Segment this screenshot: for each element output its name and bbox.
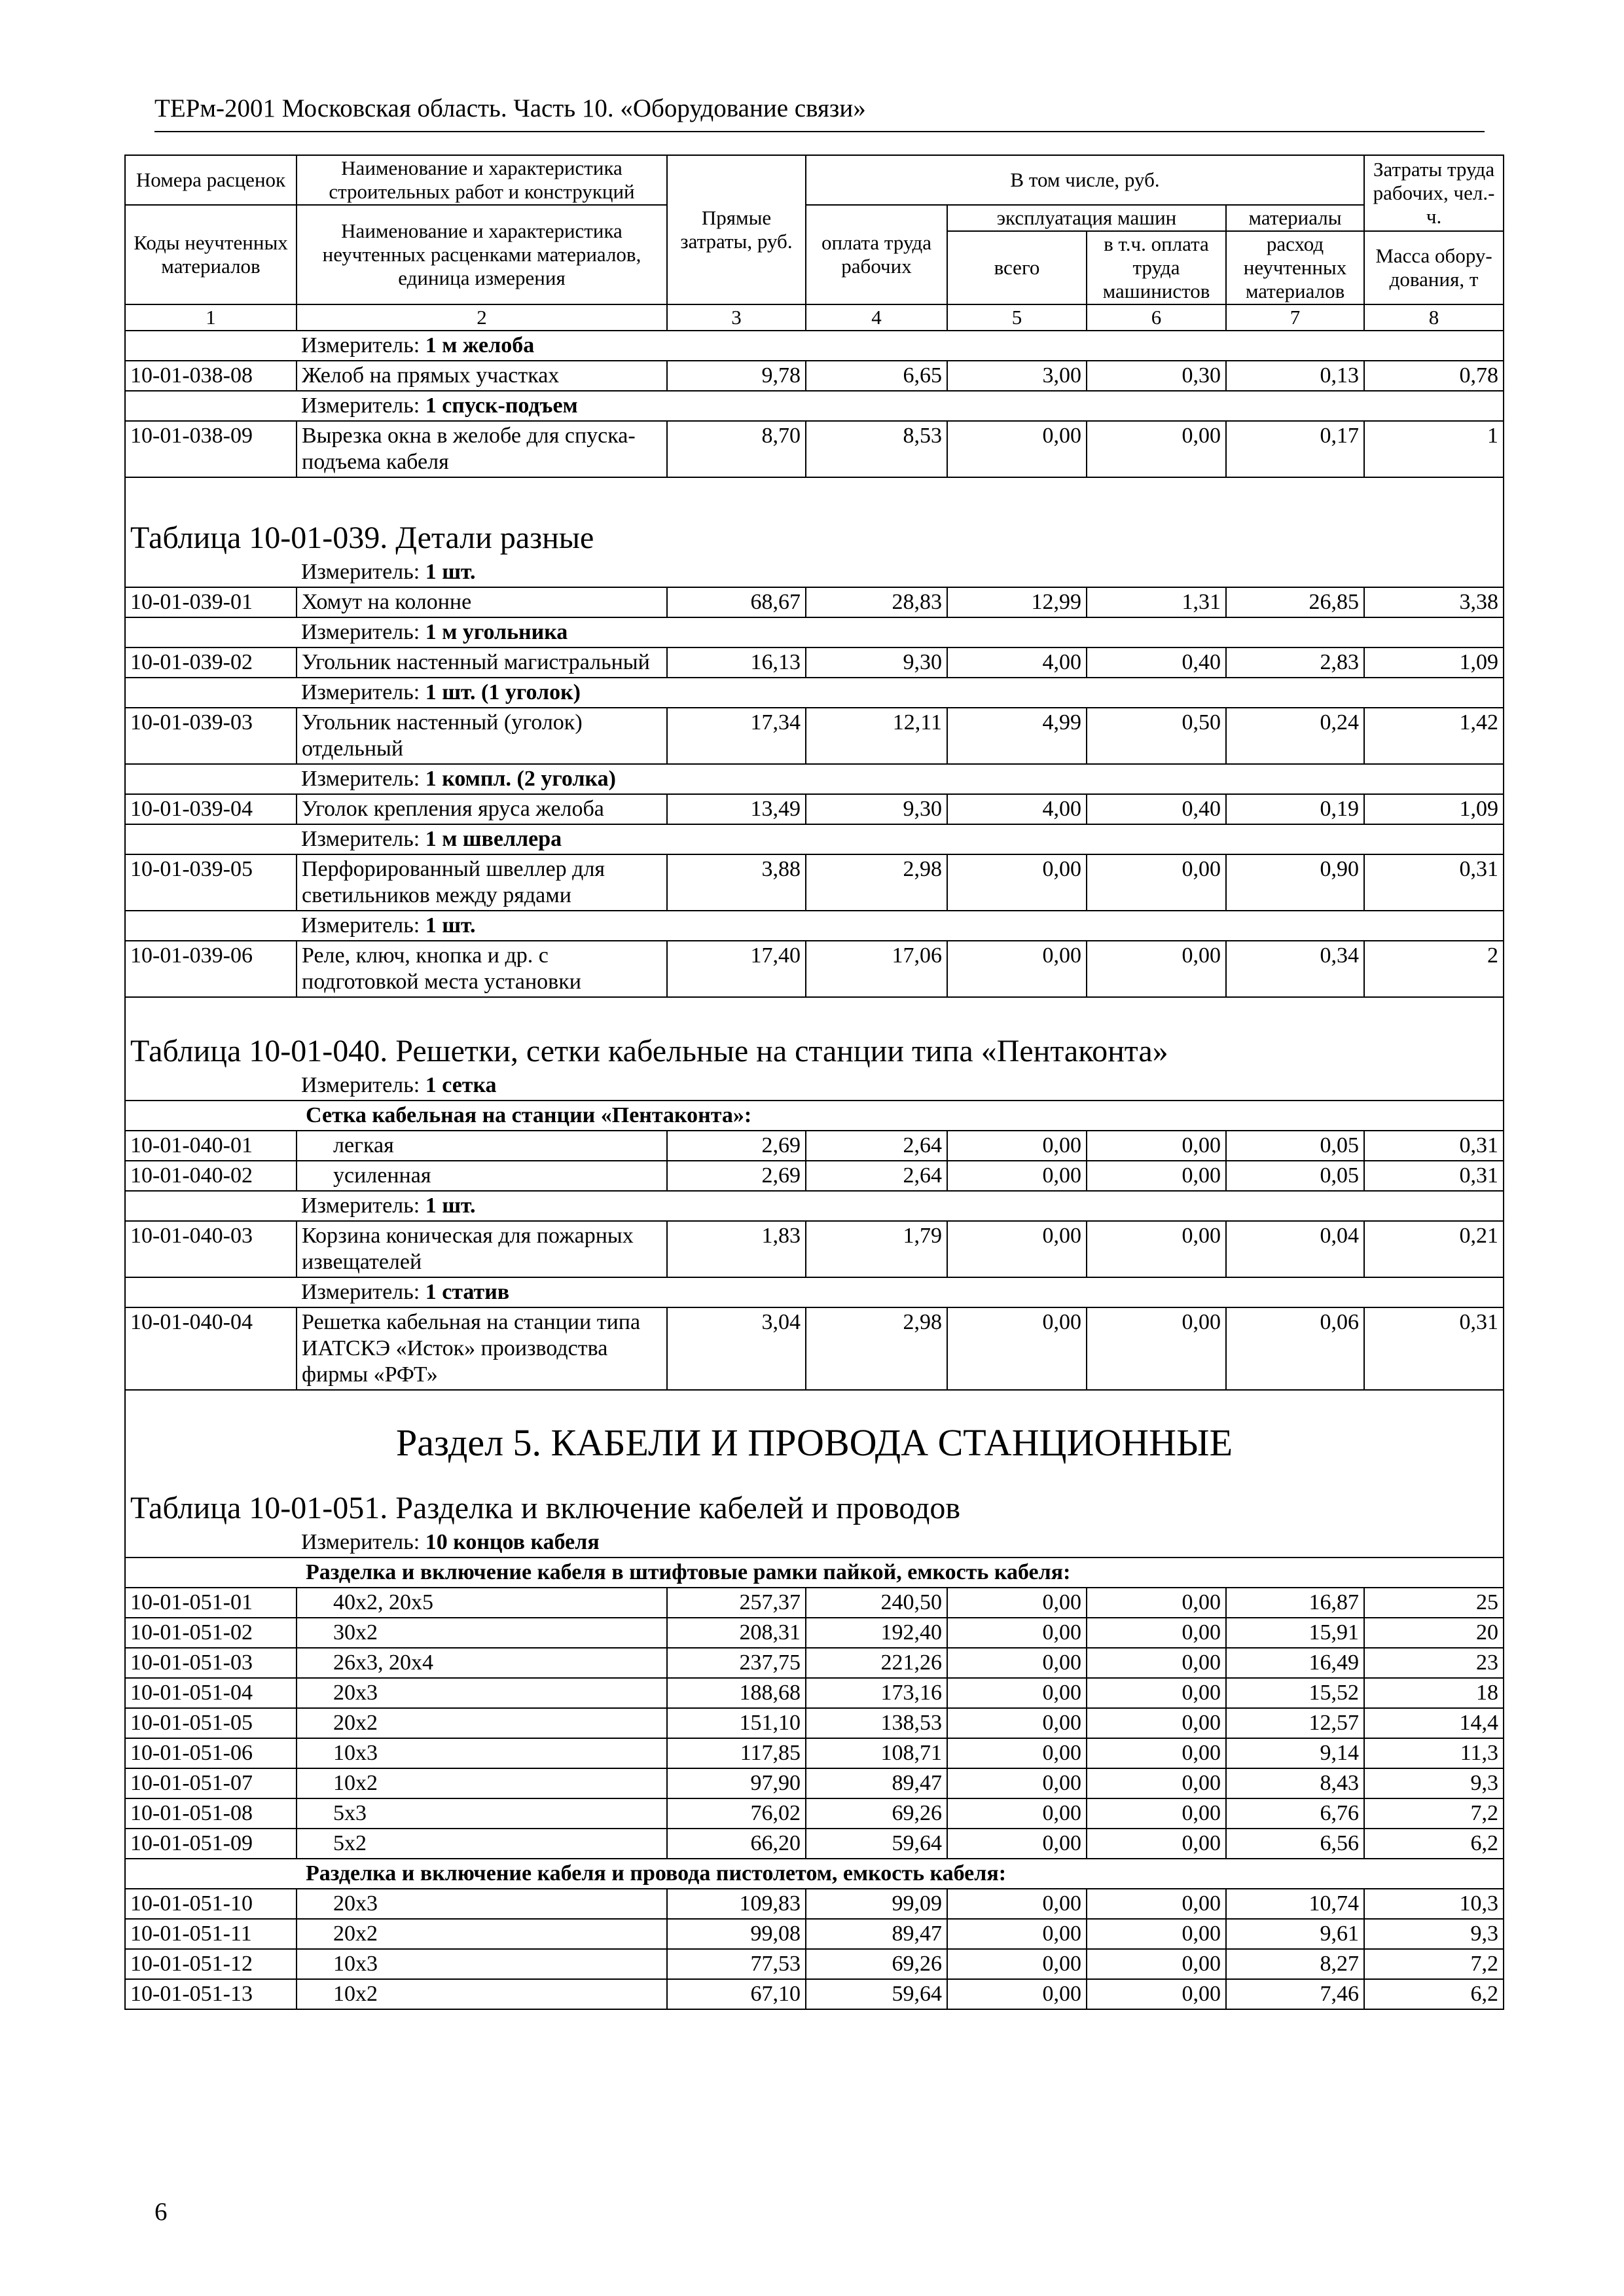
work-name-cell: Вырезка окна в желобе для спуска-подъема кабеля (297, 421, 667, 477)
materials-cell: 0,19 (1226, 794, 1364, 824)
wages-cell: 2,98 (806, 1307, 947, 1390)
measure-row: Измеритель: 1 шт. (125, 558, 1504, 587)
header-including: В том числе, руб. (806, 155, 1364, 205)
header-materials-unaccounted: расход неучтенных материалов (1226, 231, 1364, 304)
machines-wage-cell: 0,00 (1087, 1221, 1226, 1277)
work-name-cell: 20х3 (297, 1889, 667, 1919)
work-name-cell: Корзина коническая для пожарных извещателей (297, 1221, 667, 1277)
rate-code-cell: 10-01-039-01 (125, 587, 297, 617)
rate-code-cell: 10-01-040-01 (125, 1131, 297, 1161)
direct-costs-cell: 17,40 (667, 941, 806, 997)
spacer (125, 997, 1504, 1032)
header-direct-costs: Прямые затраты, руб. (667, 155, 806, 304)
work-name-cell: Уголок крепления яруса желоба (297, 794, 667, 824)
rate-code-cell: 10-01-038-08 (125, 361, 297, 391)
machines-total-cell: 0,00 (947, 1889, 1087, 1919)
spacer (125, 1390, 1504, 1419)
table-row (125, 1949, 1504, 1979)
rate-code-cell: 10-01-051-06 (125, 1738, 297, 1768)
col-number: 3 (667, 304, 806, 331)
materials-cell: 10,74 (1226, 1889, 1364, 1919)
rate-code-cell: 10-01-039-04 (125, 794, 297, 824)
wages-cell: 173,16 (806, 1678, 947, 1708)
work-name-cell: Решетка кабельная на станции типа ИАТСКЭ «Исток» производства фирмы «РФТ» (297, 1307, 667, 1390)
machines-total-cell: 0,00 (947, 1919, 1087, 1949)
header-machines: эксплуатация машин (947, 205, 1226, 231)
rate-code-cell: 10-01-051-02 (125, 1618, 297, 1648)
direct-costs-cell: 208,31 (667, 1618, 806, 1648)
materials-cell: 12,57 (1226, 1708, 1364, 1738)
materials-cell: 0,17 (1226, 421, 1364, 477)
rate-code-cell: 10-01-051-12 (125, 1949, 297, 1979)
header-labor: Затраты труда рабочих, чел.-ч. (1364, 155, 1504, 231)
wages-cell: 17,06 (806, 941, 947, 997)
rate-code-cell: 10-01-039-05 (125, 854, 297, 911)
rate-code-cell: 10-01-051-03 (125, 1648, 297, 1678)
wages-cell: 9,30 (806, 647, 947, 678)
rows-soldering (125, 1588, 1504, 1859)
work-name-cell: Реле, ключ, кнопка и др. с подготовкой места установки (297, 941, 667, 997)
materials-cell: 0,05 (1226, 1131, 1364, 1161)
machines-total-cell: 0,00 (947, 1648, 1087, 1678)
measure-row: Измеритель: 1 м желоба (125, 331, 1504, 361)
work-name-cell: Желоб на прямых участках (297, 361, 667, 391)
wages-cell: 69,26 (806, 1798, 947, 1829)
work-name-cell: Угольник настенный магистральный (297, 647, 667, 678)
spacer (125, 1467, 1504, 1489)
materials-cell: 0,13 (1226, 361, 1364, 391)
materials-cell: 0,04 (1226, 1221, 1364, 1277)
work-name-cell: 5х3 (297, 1798, 667, 1829)
measure-row: Измеритель: 1 м угольника (125, 617, 1504, 647)
direct-costs-cell: 99,08 (667, 1919, 806, 1949)
machines-total-cell: 0,00 (947, 1979, 1087, 2009)
work-name-cell: 10х2 (297, 1979, 667, 2009)
wages-cell: 192,40 (806, 1618, 947, 1648)
table-row (125, 1161, 1504, 1191)
table-row (125, 1648, 1504, 1678)
work-name-cell: 10х2 (297, 1768, 667, 1798)
machines-total-cell: 0,00 (947, 1221, 1087, 1277)
direct-costs-cell: 3,04 (667, 1307, 806, 1390)
rate-code-cell: 10-01-038-09 (125, 421, 297, 477)
materials-cell: 26,85 (1226, 587, 1364, 617)
labor-cell: 1,42 (1364, 708, 1504, 764)
rate-code-cell: 10-01-040-04 (125, 1307, 297, 1390)
machines-total-cell: 4,00 (947, 647, 1087, 678)
machines-wage-cell: 0,00 (1087, 421, 1226, 477)
direct-costs-cell: 2,69 (667, 1131, 806, 1161)
work-name-cell: 10х3 (297, 1738, 667, 1768)
wages-cell: 89,47 (806, 1768, 947, 1798)
materials-cell: 6,76 (1226, 1798, 1364, 1829)
col-number: 6 (1087, 304, 1226, 331)
machines-wage-cell: 0,00 (1087, 1979, 1226, 2009)
work-name-cell: Угольник настенный (уголок) отдельный (297, 708, 667, 764)
rate-code-cell: 10-01-051-11 (125, 1919, 297, 1949)
labor-cell: 25 (1364, 1588, 1504, 1618)
work-name-cell: 20х3 (297, 1678, 667, 1708)
page-number: 6 (154, 2198, 168, 2226)
wages-cell: 69,26 (806, 1949, 947, 1979)
table-row (125, 361, 1504, 391)
machines-wage-cell: 0,00 (1087, 1588, 1226, 1618)
table-row (125, 1919, 1504, 1949)
work-name-cell: 30х2 (297, 1618, 667, 1648)
machines-wage-cell: 0,00 (1087, 1829, 1226, 1859)
direct-costs-cell: 237,75 (667, 1648, 806, 1678)
table-title: Таблица 10-01-051. Разделка и включение кабелей и проводов (125, 1489, 1504, 1528)
direct-costs-cell: 151,10 (667, 1708, 806, 1738)
rate-code-cell: 10-01-039-02 (125, 647, 297, 678)
labor-cell: 0,21 (1364, 1221, 1504, 1277)
materials-cell: 0,90 (1226, 854, 1364, 911)
machines-wage-cell: 0,00 (1087, 1678, 1226, 1708)
wages-cell: 2,64 (806, 1161, 947, 1191)
direct-costs-cell: 67,10 (667, 1979, 806, 2009)
wages-cell: 6,65 (806, 361, 947, 391)
labor-cell: 10,3 (1364, 1889, 1504, 1919)
table-row (125, 941, 1504, 997)
col-number: 7 (1226, 304, 1364, 331)
running-title: ТЕРм-2001 Московская область. Часть 10. «Оборудование связи» (154, 94, 866, 122)
header-machines-wage: в т.ч. оплата труда машинистов (1087, 231, 1226, 304)
spacer (125, 477, 1504, 519)
rate-code-cell: 10-01-051-13 (125, 1979, 297, 2009)
direct-costs-cell: 117,85 (667, 1738, 806, 1768)
machines-wage-cell: 0,00 (1087, 1648, 1226, 1678)
labor-cell: 6,2 (1364, 1979, 1504, 2009)
col-number: 1 (125, 304, 297, 331)
materials-cell: 0,34 (1226, 941, 1364, 997)
wages-cell: 99,09 (806, 1889, 947, 1919)
work-name-cell: 10х3 (297, 1949, 667, 1979)
machines-total-cell: 0,00 (947, 1738, 1087, 1768)
table-row (125, 1131, 1504, 1161)
rate-code-cell: 10-01-051-05 (125, 1708, 297, 1738)
wages-cell: 1,79 (806, 1221, 947, 1277)
machines-total-cell: 0,00 (947, 1768, 1087, 1798)
machines-total-cell: 0,00 (947, 1131, 1087, 1161)
wages-cell: 2,98 (806, 854, 947, 911)
header-machines-total: всего (947, 231, 1087, 304)
materials-cell: 9,14 (1226, 1738, 1364, 1768)
machines-wage-cell: 0,00 (1087, 1161, 1226, 1191)
direct-costs-cell: 8,70 (667, 421, 806, 477)
labor-cell: 0,78 (1364, 361, 1504, 391)
machines-total-cell: 0,00 (947, 1161, 1087, 1191)
direct-costs-cell: 76,02 (667, 1798, 806, 1829)
machines-total-cell: 0,00 (947, 854, 1087, 911)
wages-cell: 138,53 (806, 1708, 947, 1738)
labor-cell: 1,09 (1364, 647, 1504, 678)
machines-total-cell: 3,00 (947, 361, 1087, 391)
labor-cell: 14,4 (1364, 1708, 1504, 1738)
machines-total-cell: 12,99 (947, 587, 1087, 617)
work-name-cell: легкая (297, 1131, 667, 1161)
machines-wage-cell: 0,00 (1087, 1708, 1226, 1738)
machines-wage-cell: 0,00 (1087, 854, 1226, 911)
table-row (125, 1738, 1504, 1768)
wages-cell: 89,47 (806, 1919, 947, 1949)
table-row (125, 647, 1504, 678)
group-heading: Сетка кабельная на станции «Пентаконта»: (125, 1101, 1504, 1131)
table-row (125, 1588, 1504, 1618)
work-name-cell: 20х2 (297, 1919, 667, 1949)
table-row (125, 1979, 1504, 2009)
measure-row: Измеритель: 1 м швеллера (125, 824, 1504, 854)
direct-costs-cell: 9,78 (667, 361, 806, 391)
rate-code-cell: 10-01-051-01 (125, 1588, 297, 1618)
rate-code-cell: 10-01-051-04 (125, 1678, 297, 1708)
direct-costs-cell: 1,83 (667, 1221, 806, 1277)
measure-row: Измеритель: 10 концов кабеля (125, 1528, 1504, 1558)
col-number: 2 (297, 304, 667, 331)
machines-total-cell: 0,00 (947, 1949, 1087, 1979)
materials-cell: 9,61 (1226, 1919, 1364, 1949)
labor-cell: 1,09 (1364, 794, 1504, 824)
wages-cell: 59,64 (806, 1829, 947, 1859)
measure-row: Измеритель: 1 шт. (125, 1191, 1504, 1221)
header-rate-numbers: Номера расценок (125, 155, 297, 205)
direct-costs-cell: 68,67 (667, 587, 806, 617)
table-row (125, 421, 1504, 477)
materials-cell: 0,24 (1226, 708, 1364, 764)
table-row (125, 1768, 1504, 1798)
direct-costs-cell: 77,53 (667, 1949, 806, 1979)
col-number: 4 (806, 304, 947, 331)
work-name-cell: усиленная (297, 1161, 667, 1191)
table-row (125, 1889, 1504, 1919)
materials-cell: 15,52 (1226, 1678, 1364, 1708)
machines-total-cell: 0,00 (947, 1588, 1087, 1618)
machines-wage-cell: 0,00 (1087, 1618, 1226, 1648)
rate-code-cell: 10-01-051-07 (125, 1768, 297, 1798)
rate-code-cell: 10-01-039-03 (125, 708, 297, 764)
header-wages: оплата труда рабочих (806, 205, 947, 304)
wages-cell: 8,53 (806, 421, 947, 477)
wages-cell: 221,26 (806, 1648, 947, 1678)
rate-code-cell: 10-01-051-10 (125, 1889, 297, 1919)
rate-code-cell: 10-01-051-08 (125, 1798, 297, 1829)
labor-cell: 6,2 (1364, 1829, 1504, 1859)
table-row (125, 1708, 1504, 1738)
machines-wage-cell: 0,00 (1087, 941, 1226, 997)
labor-cell: 9,3 (1364, 1919, 1504, 1949)
measure-row: Измеритель: 1 шт. (125, 911, 1504, 941)
rates-table (124, 155, 1504, 2010)
rate-code-cell: 10-01-040-03 (125, 1221, 297, 1277)
table-row (125, 1221, 1504, 1277)
machines-wage-cell: 0,30 (1087, 361, 1226, 391)
direct-costs-cell: 17,34 (667, 708, 806, 764)
machines-wage-cell: 1,31 (1087, 587, 1226, 617)
table-row (125, 587, 1504, 617)
header-rule (154, 131, 1485, 132)
materials-cell: 0,06 (1226, 1307, 1364, 1390)
measure-row: Измеритель: 1 компл. (2 уголка) (125, 764, 1504, 794)
machines-wage-cell: 0,00 (1087, 1889, 1226, 1919)
labor-cell: 11,3 (1364, 1738, 1504, 1768)
table-title: Таблица 10-01-040. Решетки, сетки кабельные на станции типа «Пентаконта» (125, 1032, 1504, 1071)
labor-cell: 18 (1364, 1678, 1504, 1708)
wages-cell: 9,30 (806, 794, 947, 824)
table-row (125, 794, 1504, 824)
machines-total-cell: 0,00 (947, 1708, 1087, 1738)
table-row (125, 1618, 1504, 1648)
labor-cell: 3,38 (1364, 587, 1504, 617)
machines-wage-cell: 0,40 (1087, 647, 1226, 678)
machines-total-cell: 0,00 (947, 1678, 1087, 1708)
machines-wage-cell: 0,00 (1087, 1919, 1226, 1949)
work-name-cell: 20х2 (297, 1708, 667, 1738)
machines-wage-cell: 0,00 (1087, 1798, 1226, 1829)
group-heading: Разделка и включение кабеля и провода пистолетом, емкость кабеля: (125, 1859, 1504, 1889)
machines-total-cell: 0,00 (947, 1618, 1087, 1648)
labor-cell: 7,2 (1364, 1949, 1504, 1979)
wages-cell: 240,50 (806, 1588, 947, 1618)
header-material-codes: Коды неучтенных материалов (125, 205, 297, 304)
materials-cell: 16,87 (1226, 1588, 1364, 1618)
machines-wage-cell: 0,00 (1087, 1949, 1226, 1979)
labor-cell: 9,3 (1364, 1768, 1504, 1798)
machines-total-cell: 4,00 (947, 794, 1087, 824)
work-name-cell: 5х2 (297, 1829, 667, 1859)
materials-cell: 6,56 (1226, 1829, 1364, 1859)
direct-costs-cell: 66,20 (667, 1829, 806, 1859)
rate-code-cell: 10-01-040-02 (125, 1161, 297, 1191)
labor-cell: 2 (1364, 941, 1504, 997)
work-name-cell: 40х2, 20х5 (297, 1588, 667, 1618)
labor-cell: 7,2 (1364, 1798, 1504, 1829)
rate-code-cell: 10-01-051-09 (125, 1829, 297, 1859)
labor-cell: 0,31 (1364, 1161, 1504, 1191)
machines-wage-cell: 0,00 (1087, 1131, 1226, 1161)
machines-wage-cell: 0,00 (1087, 1307, 1226, 1390)
group-heading: Разделка и включение кабеля в штифтовые рамки пайкой, емкость кабеля: (125, 1558, 1504, 1588)
materials-cell: 15,91 (1226, 1618, 1364, 1648)
materials-cell: 0,05 (1226, 1161, 1364, 1191)
work-name-cell: Перфорированный швеллер для светильников между рядами (297, 854, 667, 911)
labor-cell: 0,31 (1364, 1307, 1504, 1390)
col-number: 5 (947, 304, 1087, 331)
rows-pistol (125, 1889, 1504, 2009)
rate-code-cell: 10-01-039-06 (125, 941, 297, 997)
wages-cell: 59,64 (806, 1979, 947, 2009)
work-name-cell: Хомут на колонне (297, 587, 667, 617)
machines-total-cell: 4,99 (947, 708, 1087, 764)
machines-total-cell: 0,00 (947, 421, 1087, 477)
machines-wage-cell: 0,50 (1087, 708, 1226, 764)
materials-cell: 8,43 (1226, 1768, 1364, 1798)
header-work-name: Наименование и характеристика строительных работ и конструкций (297, 155, 667, 205)
machines-total-cell: 0,00 (947, 941, 1087, 997)
table-row (125, 1678, 1504, 1708)
labor-cell: 1 (1364, 421, 1504, 477)
measure-row: Измеритель: 1 спуск-подъем (125, 391, 1504, 421)
header-material-names: Наименование и характеристика неучтенных расценками материалов, единица измерения (297, 205, 667, 304)
direct-costs-cell: 188,68 (667, 1678, 806, 1708)
labor-cell: 20 (1364, 1618, 1504, 1648)
materials-cell: 2,83 (1226, 647, 1364, 678)
labor-cell: 23 (1364, 1648, 1504, 1678)
measure-row: Измеритель: 1 статив (125, 1277, 1504, 1307)
section-title: Раздел 5. КАБЕЛИ И ПРОВОДА СТАНЦИОННЫЕ (125, 1419, 1504, 1467)
machines-total-cell: 0,00 (947, 1307, 1087, 1390)
materials-cell: 16,49 (1226, 1648, 1364, 1678)
header-materials: материалы (1226, 205, 1364, 231)
machines-wage-cell: 0,00 (1087, 1738, 1226, 1768)
direct-costs-cell: 3,88 (667, 854, 806, 911)
machines-wage-cell: 0,00 (1087, 1768, 1226, 1798)
direct-costs-cell: 257,37 (667, 1588, 806, 1618)
col-number: 8 (1364, 304, 1504, 331)
direct-costs-cell: 16,13 (667, 647, 806, 678)
table-row (125, 1798, 1504, 1829)
direct-costs-cell: 109,83 (667, 1889, 806, 1919)
labor-cell: 0,31 (1364, 854, 1504, 911)
table-row (125, 708, 1504, 764)
direct-costs-cell: 2,69 (667, 1161, 806, 1191)
materials-cell: 7,46 (1226, 1979, 1364, 2009)
work-name-cell: 26х3, 20х4 (297, 1648, 667, 1678)
direct-costs-cell: 13,49 (667, 794, 806, 824)
measure-row: Измеритель: 1 сетка (125, 1071, 1504, 1101)
table-row (125, 854, 1504, 911)
table-row (125, 1829, 1504, 1859)
table-header (125, 155, 1504, 331)
materials-cell: 8,27 (1226, 1949, 1364, 1979)
wages-cell: 12,11 (806, 708, 947, 764)
header-mass: Масса обору-дования, т (1364, 231, 1504, 304)
measure-row: Измеритель: 1 шт. (1 уголок) (125, 678, 1504, 708)
table-title: Таблица 10-01-039. Детали разные (125, 519, 1504, 558)
table-row (125, 1307, 1504, 1390)
wages-cell: 28,83 (806, 587, 947, 617)
machines-total-cell: 0,00 (947, 1829, 1087, 1859)
direct-costs-cell: 97,90 (667, 1768, 806, 1798)
wages-cell: 108,71 (806, 1738, 947, 1768)
wages-cell: 2,64 (806, 1131, 947, 1161)
machines-total-cell: 0,00 (947, 1798, 1087, 1829)
machines-wage-cell: 0,40 (1087, 794, 1226, 824)
labor-cell: 0,31 (1364, 1131, 1504, 1161)
